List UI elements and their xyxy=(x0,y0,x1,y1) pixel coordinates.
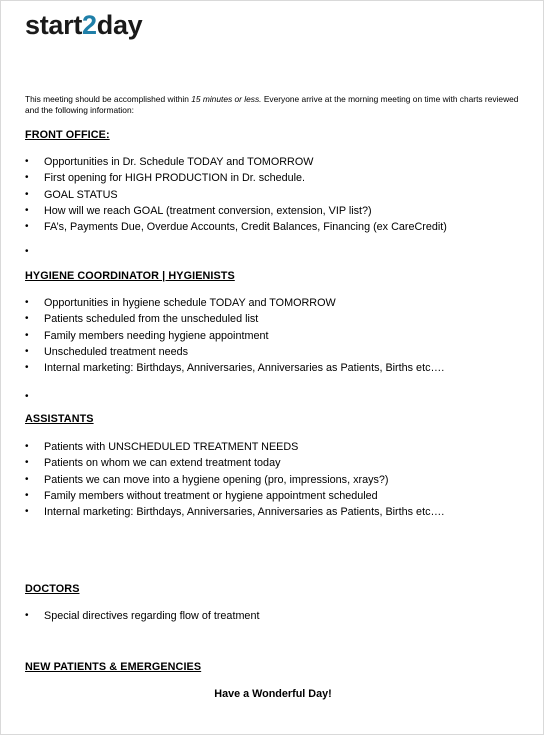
list-item-text: Opportunities in hygiene schedule TODAY and TOMORROW xyxy=(44,297,336,309)
intro-text-end: Everyone arrive at the morning meeting on time with charts reviewed and the following information: xyxy=(25,94,519,115)
list-item xyxy=(25,472,535,488)
bullet-icon: • xyxy=(25,313,29,325)
intro-emphasis: 15 minutes or less. xyxy=(191,94,262,104)
list-item-text: Family members needing hygiene appointment xyxy=(44,329,269,342)
list-item-text: Patients with UNSCHEDULED TREATMENT NEEDS xyxy=(44,441,299,453)
closing-line: Have a Wonderful Day! xyxy=(214,688,332,700)
list-item xyxy=(25,439,535,455)
bullet-icon: • xyxy=(25,345,29,357)
list-hygiene xyxy=(25,295,535,376)
list-item xyxy=(25,488,535,504)
list-item xyxy=(25,295,535,311)
list-item xyxy=(25,608,535,624)
bullet-icon: • xyxy=(25,188,29,200)
list-item xyxy=(25,170,535,186)
heading-hygiene: HYGIENE COORDINATOR | HYGIENISTS xyxy=(25,270,235,282)
bullet-icon: • xyxy=(25,297,29,308)
bullet-icon: • xyxy=(25,506,29,518)
list-item-text: Patients we can move into a hygiene opening (pro, impressions, xrays?) xyxy=(44,473,389,486)
bullet-icon: • xyxy=(25,610,29,621)
list-item xyxy=(25,154,535,170)
bullet-icon: • xyxy=(25,329,29,341)
list-item xyxy=(25,344,535,360)
bullet-icon: • xyxy=(25,473,29,485)
list-item-text: Opportunities in Dr. Schedule TODAY and TOMORROW xyxy=(44,156,314,168)
list-item xyxy=(25,311,535,327)
list-item-text: Patients on whom we can extend treatment today xyxy=(44,457,281,470)
start2day-logo xyxy=(25,9,142,41)
logo-prefix: start xyxy=(25,10,83,40)
list-item xyxy=(25,328,535,344)
bullet-icon: • xyxy=(25,221,29,233)
list-item-text: Internal marketing: Birthdays, Anniversaries, Anniversaries as Patients, Births etc…. xyxy=(44,506,445,519)
list-front-office xyxy=(25,154,535,235)
list-item-text: How will we reach GOAL (treatment conversion, extension, VIP list?) xyxy=(44,204,372,217)
list-assistants xyxy=(25,439,535,520)
logo-suffix: day xyxy=(96,10,143,40)
heading-assistants: ASSISTANTS xyxy=(25,413,94,425)
list-item xyxy=(25,219,535,235)
list-doctors xyxy=(25,608,535,624)
list-item-text: Patients scheduled from the unscheduled list xyxy=(44,313,259,326)
bullet-icon: • xyxy=(25,156,29,167)
list-item-text: Internal marketing: Birthdays, Anniversaries, Anniversaries as Patients, Births etc…. xyxy=(44,362,445,375)
bullet-icon: • xyxy=(25,172,29,184)
bullet-icon: • xyxy=(25,362,29,374)
heading-front-office: FRONT OFFICE: xyxy=(25,129,110,141)
list-item xyxy=(25,360,535,376)
list-item xyxy=(25,187,535,203)
list-item-text: Special directives regarding flow of treatment xyxy=(44,610,260,622)
bullet-icon: • xyxy=(25,457,29,469)
list-item-text: Unscheduled treatment needs xyxy=(44,345,189,358)
empty-bullet-icon: • xyxy=(25,246,29,257)
heading-new-patients: NEW PATIENTS & EMERGENCIES xyxy=(25,661,202,673)
logo-accent: 2 xyxy=(82,10,97,40)
list-item xyxy=(25,203,535,219)
list-item xyxy=(25,455,535,471)
list-item-text: Family members without treatment or hygiene appointment scheduled xyxy=(44,489,378,502)
empty-bullet-icon: • xyxy=(25,391,29,402)
bullet-icon: • xyxy=(25,441,29,452)
list-item xyxy=(25,504,535,520)
list-item-text: FA’s, Payments Due, Overdue Accounts, Credit Balances, Financing (ex CareCredit) xyxy=(44,221,447,234)
bullet-icon: • xyxy=(25,489,29,501)
list-item-text: GOAL STATUS xyxy=(44,188,118,201)
intro-paragraph xyxy=(25,94,530,116)
list-item-text: First opening for HIGH PRODUCTION in Dr. schedule. xyxy=(44,172,306,185)
intro-text-start: This meeting should be accomplished within xyxy=(25,94,192,104)
heading-doctors: DOCTORS xyxy=(25,583,80,595)
bullet-icon: • xyxy=(25,204,29,216)
